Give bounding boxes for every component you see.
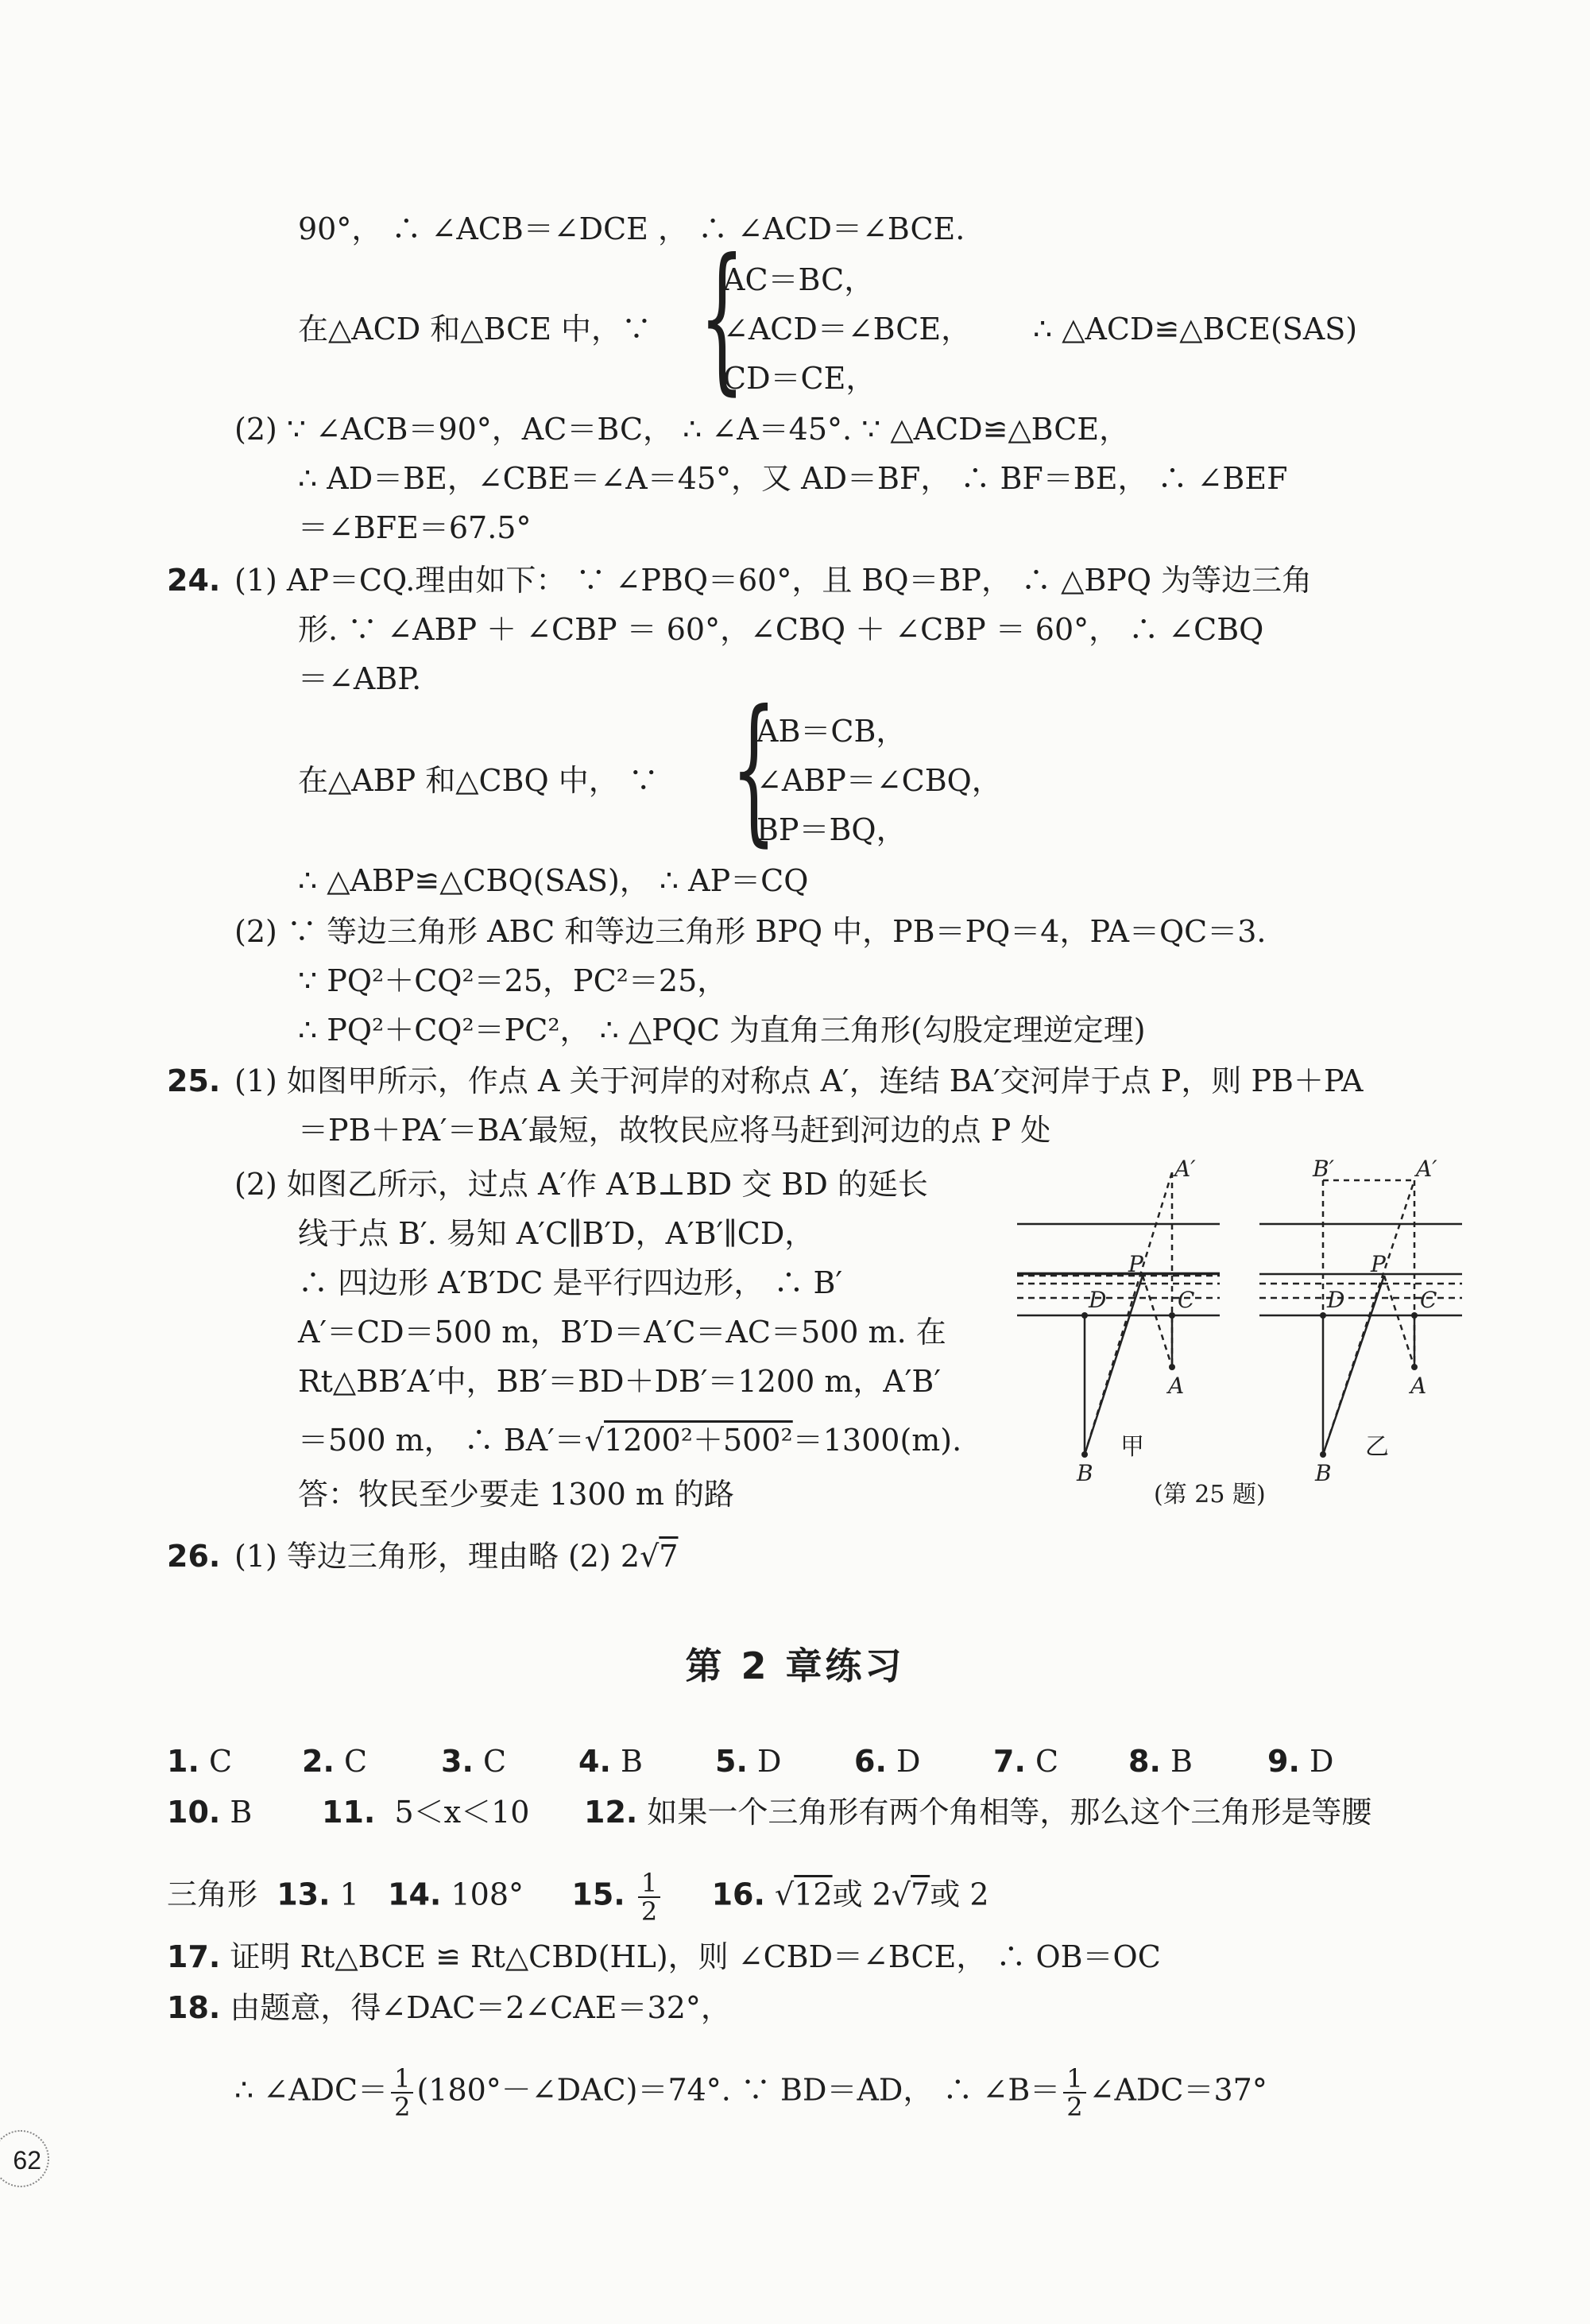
fraction [638, 1869, 660, 1925]
question-number: 11. [322, 1795, 376, 1830]
question-number: 8. [1128, 1744, 1161, 1779]
question-number: 25. [167, 1063, 221, 1098]
text-line: 在△ABP 和△CBQ 中， ∵ [298, 763, 659, 798]
question-number: 14. [388, 1877, 442, 1912]
text-line: BP＝BQ， [756, 812, 907, 847]
answers-row [167, 1939, 1161, 1974]
point-label: A [1168, 1373, 1185, 1399]
answer: 1 [339, 1877, 359, 1912]
text-line: ＝∠BFE＝67.5° [298, 510, 532, 545]
text-run: (1) 等边三角形，理由略 (2) 2 [234, 1539, 640, 1574]
text-line: (1) AP＝CQ.理由如下： ∵ ∠PBQ＝60°，且 BQ＝BP， ∴ △BPQ 为等边三角 [234, 563, 1313, 598]
answers-row [854, 1744, 920, 1779]
text-line: ∵ PQ²＋CQ²＝25，PC²＝25， [298, 963, 728, 998]
answer: C [482, 1744, 507, 1779]
question-number: 16. [711, 1877, 765, 1912]
system-brace: { [731, 676, 777, 862]
question-number: 5. [715, 1744, 748, 1779]
question-number: 10. [167, 1795, 221, 1830]
point-label: C [1420, 1287, 1437, 1313]
figure-caption: (第 25 题) [1154, 1481, 1266, 1509]
answer: B [230, 1795, 253, 1830]
answer: 108° [451, 1877, 524, 1912]
chapter-title: 第 2 章练习 [685, 1644, 905, 1687]
answer: 证明 Rt△BCE ≌ Rt△CBD(HL)，则 ∠CBD＝∠BCE， ∴ OB＝OC [230, 1939, 1161, 1974]
answers-row [234, 2065, 1267, 2121]
text-line: (1) 如图甲所示，作点 A 关于河岸的对称点 A′，连结 BA′交河岸于点 P，则 PB＋PA [234, 1063, 1364, 1098]
answer: D [1309, 1744, 1334, 1779]
point-label: D [1327, 1287, 1345, 1313]
text-line: A′＝CD＝500 m，B′D＝A′C＝AC＝500 m. 在 [298, 1315, 946, 1350]
fraction [1063, 2065, 1085, 2121]
page-number: 62 [0, 2130, 49, 2187]
question-number: 4. [578, 1744, 611, 1779]
text-run: 或 2 [832, 1877, 892, 1912]
point-label: C [1178, 1287, 1195, 1313]
text-line: 90°， ∴ ∠ACB＝∠DCE ， ∴ ∠ACD＝∠BCE. [298, 211, 965, 246]
system-brace: { [699, 225, 745, 410]
text-line: ∠ABP＝∠CBQ， [756, 763, 1002, 798]
question-number: 17. [167, 1939, 221, 1974]
answer: C [343, 1744, 368, 1779]
answer: 5＜x＜10 [394, 1795, 530, 1830]
text-run: 或 2 [930, 1877, 989, 1912]
text-line: 线于点 B′. 易知 A′C∥B′D，A′B′∥CD， [298, 1216, 815, 1251]
answer: 三角形 [167, 1877, 258, 1912]
radicand: 7 [659, 1539, 679, 1574]
text-line: Rt△BB′A′中，BB′＝BD＋DB′＝1200 m，A′B′ [298, 1364, 941, 1399]
text-line: ∴ 四边形 A′B′DC 是平行四边形， ∴ B′ [298, 1265, 843, 1300]
point-label: A′ [1174, 1156, 1196, 1182]
answer: B [620, 1744, 643, 1779]
text-line: ＝PB＋PA′＝BA′最短，故牧民应将马赶到河边的点 P 处 [298, 1113, 1051, 1148]
answers-row [993, 1744, 1058, 1779]
text-line: ＝500 m， ∴ BA′＝√1200²＋500²＝1300(m). [298, 1423, 962, 1458]
text-run: ∠ADC＝37° [1089, 2072, 1267, 2108]
text-line: ＝∠ABP. [298, 661, 422, 696]
text-line: (1) 等边三角形，理由略 (2) 2√7 [234, 1539, 679, 1574]
denominator: 2 [1066, 2092, 1083, 2122]
text-run: ∴ ∠ADC＝ [234, 2072, 389, 2108]
text-line: (2) 如图乙所示，过点 A′作 A′B⊥BD 交 BD 的延长 [234, 1167, 928, 1202]
answers-row [167, 1795, 252, 1830]
text-line: 答：牧民至少要走 1300 m 的路 [298, 1477, 734, 1512]
point-label: D [1089, 1287, 1107, 1313]
question-number: 18. [167, 1990, 221, 2025]
point-label: B [1077, 1460, 1093, 1486]
numerator: 1 [638, 1869, 660, 1898]
question-number: 26. [167, 1539, 221, 1574]
answers-row [1267, 1744, 1333, 1779]
question-number: 9. [1267, 1744, 1300, 1779]
answer: D [896, 1744, 921, 1779]
answers-row [302, 1744, 367, 1779]
answer: C [1035, 1744, 1059, 1779]
radicand: 1200²＋500² [604, 1423, 793, 1458]
answers-row [578, 1744, 643, 1779]
answers-row [441, 1744, 506, 1779]
text-line: CD＝CE， [723, 361, 876, 396]
question-number: 24. [167, 563, 221, 598]
denominator: 2 [394, 2092, 411, 2122]
text-line: ∠ACD＝∠BCE， [723, 312, 972, 347]
numerator: 1 [391, 2065, 413, 2094]
text-line: (2) ∵ 等边三角形 ABC 和等边三角形 BPQ 中，PB＝PQ＝4，PA＝QC＝3. [234, 914, 1267, 949]
radicand: 7 [911, 1877, 930, 1912]
text-line: ∴ △ACD≌△BCE(SAS) [1033, 312, 1358, 347]
question-number: 2. [302, 1744, 335, 1779]
question-number: 15. [571, 1877, 625, 1912]
answers-row [715, 1744, 781, 1779]
text-run: (180°－∠DAC)＝74°. ∵ BD＝AD， ∴ ∠B＝ [416, 2072, 1061, 2108]
question-number: 13. [277, 1877, 331, 1912]
text-line: AB＝CB， [756, 714, 907, 749]
answers-row [322, 1795, 529, 1830]
answer: B [1170, 1744, 1193, 1779]
text-line: ∴ PQ²＋CQ²＝PC²， ∴ △PQC 为直角三角形(勾股定理逆定理) [298, 1013, 1146, 1048]
text-line: 形. ∵ ∠ABP ＋ ∠CBP ＝ 60°，∠CBQ ＋ ∠CBP ＝ 60°， ∴ ∠CBQ [298, 612, 1264, 647]
answers-row [167, 1744, 232, 1779]
point-label: A [1410, 1373, 1427, 1399]
fraction [391, 2065, 413, 2121]
question-number: 3. [441, 1744, 474, 1779]
numerator: 1 [1063, 2065, 1085, 2094]
denominator: 2 [640, 1896, 658, 1927]
text-line: ∴ AD＝BE，∠CBE＝∠A＝45°，又 AD＝BF， ∴ BF＝BE， ∴ ∠BEF [298, 461, 1288, 496]
question-number: 1. [167, 1744, 199, 1779]
answer: 如果一个三角形有两个角相等，那么这个三角形是等腰 [647, 1795, 1372, 1830]
answers-row [1128, 1744, 1193, 1779]
question-number: 12. [584, 1795, 638, 1830]
answer: 由题意，得∠DAC＝2∠CAE＝32°， [230, 1990, 731, 2025]
point-label: P [1128, 1251, 1143, 1277]
point-label: B [1315, 1460, 1332, 1486]
figure-label-jia: 甲 [1120, 1433, 1144, 1461]
question-number: 7. [993, 1744, 1026, 1779]
answers-row [584, 1795, 1371, 1830]
point-label: B′ [1313, 1156, 1334, 1182]
radicand: 12 [794, 1877, 833, 1912]
text-line: AC＝BC， [723, 262, 875, 297]
figure-25 [1009, 1156, 1470, 1490]
text-run: ＝1300(m). [792, 1423, 962, 1458]
text-run: ＝500 m， ∴ BA′＝ [298, 1423, 585, 1458]
text-line: 在△ACD 和△BCE 中，∵ [298, 312, 652, 347]
point-label: A′ [1416, 1156, 1437, 1182]
answers-row: 三角形 13. 1 14. 108° 15. $\frac{1}{2}$ 16. √12或 2√7或 2 [167, 1868, 989, 1927]
figure-label-yi: 乙 [1365, 1433, 1389, 1461]
question-number: 6. [854, 1744, 887, 1779]
text-line: ∴ △ABP≌△CBQ(SAS)， ∴ AP＝CQ [298, 863, 809, 898]
answers-row [167, 1990, 731, 2025]
answer: D [756, 1744, 782, 1779]
text-line: (2) ∵ ∠ACB＝90°，AC＝BC， ∴ ∠A＝45°. ∵ △ACD≌△BCE， [234, 412, 1130, 447]
answer: C [208, 1744, 233, 1779]
point-label: P [1371, 1251, 1386, 1277]
